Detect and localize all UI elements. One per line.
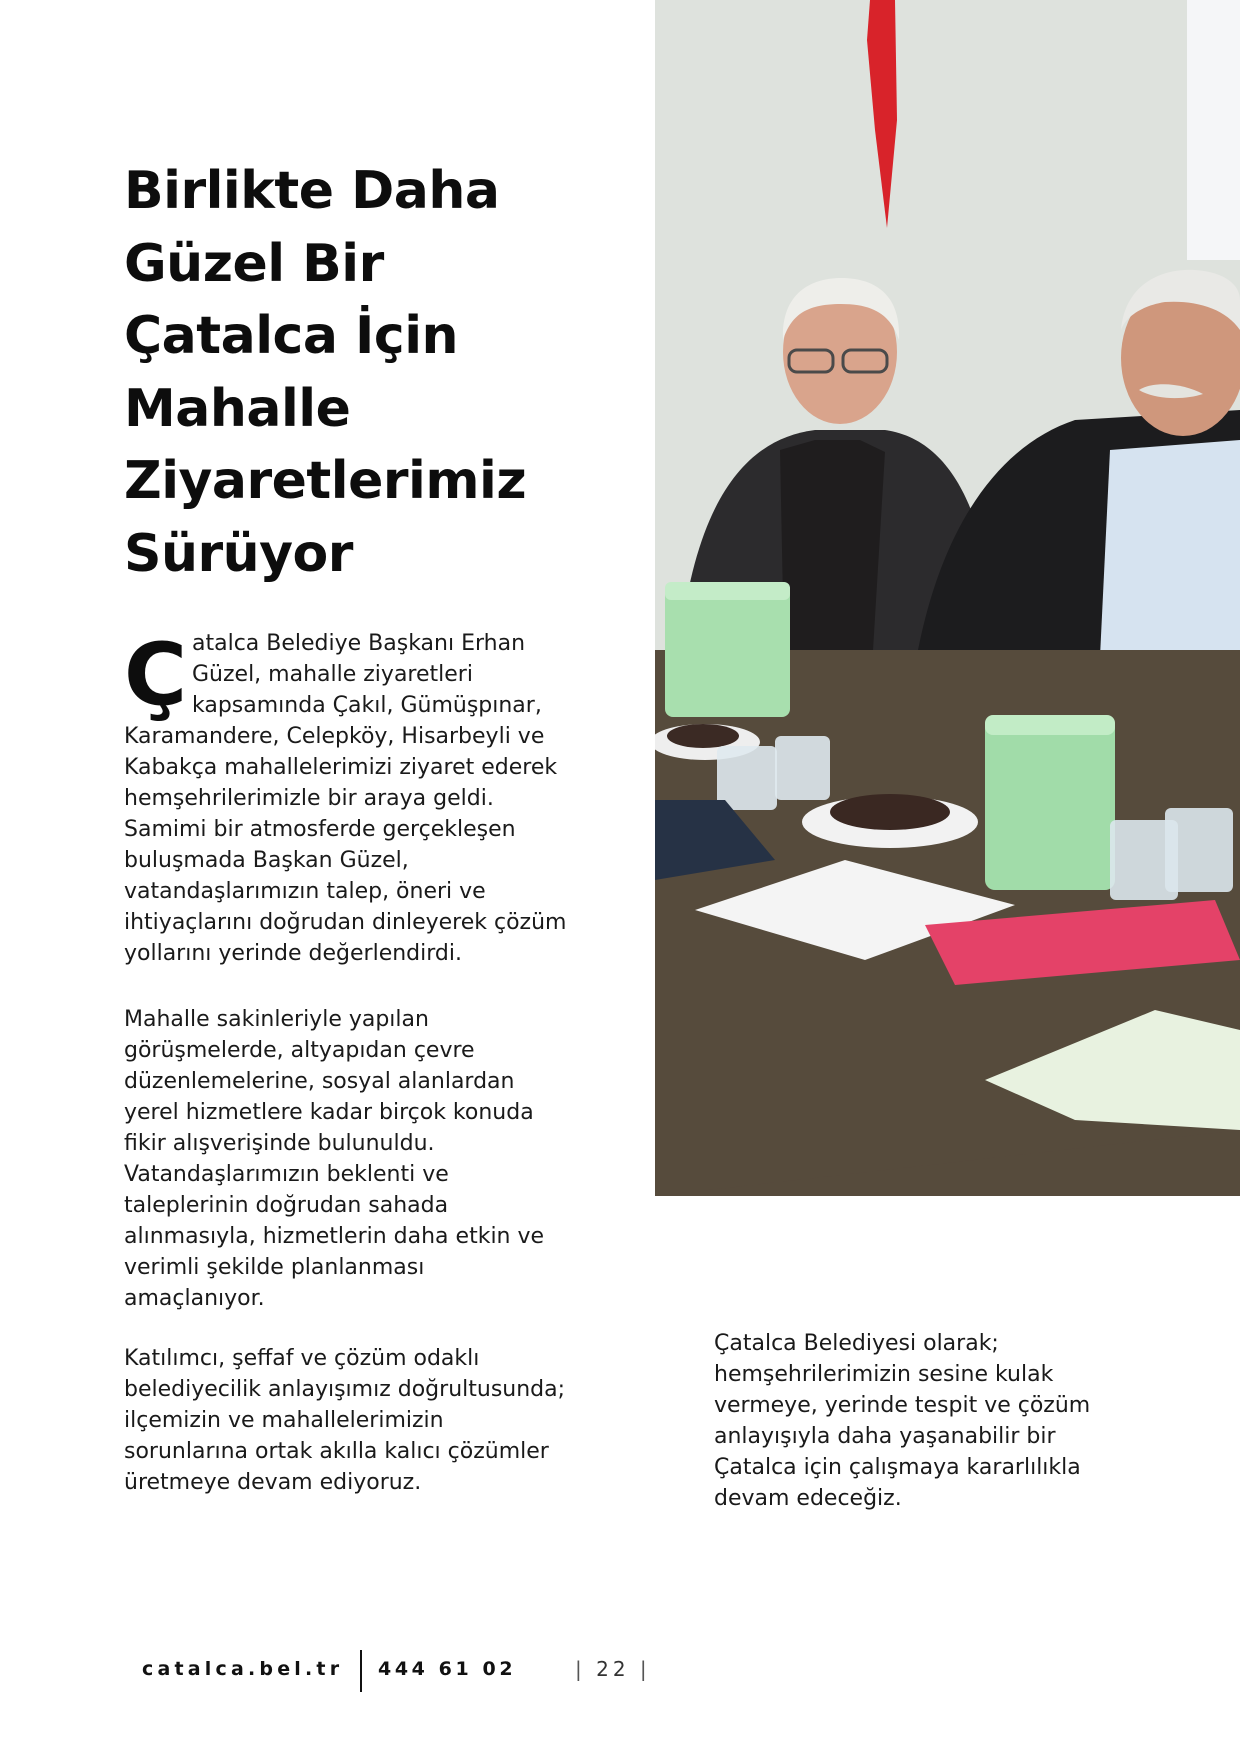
text-line: hemşehrilerimizin sesine kulak	[714, 1362, 1054, 1387]
page-footer	[142, 1650, 702, 1692]
text-line: hemşehrilerimizle bir araya geldi.	[124, 786, 494, 811]
text-line: Çatalca için çalışmaya kararlılıkla	[714, 1455, 1081, 1480]
text-line: alınmasıyla, hizmetlerin daha etkin ve	[124, 1224, 545, 1249]
text-line: ihtiyaçlarını doğrudan dinleyerek çözüm	[124, 910, 567, 935]
paragraph-4	[714, 1328, 1164, 1514]
title-line: Ziyaretlerimiz	[124, 451, 527, 511]
text-line: üretmeye devam ediyoruz.	[124, 1470, 422, 1495]
text-line: Katılımcı, şeffaf ve çözüm odaklı	[124, 1346, 480, 1371]
text-line: Kabakça mahallelerimizi ziyaret ederek	[124, 755, 558, 780]
text-line: anlayışıyla daha yaşanabilir bir	[714, 1424, 1056, 1449]
text-line: vermeye, yerinde tespit ve çözüm	[714, 1393, 1091, 1418]
drop-cap: Ç	[124, 625, 188, 725]
text-line: görüşmelerde, altyapıdan çevre	[124, 1038, 475, 1063]
text-line: devam edeceğiz.	[714, 1486, 902, 1511]
text-line: Karamandere, Celepköy, Hisarbeyli ve	[124, 724, 545, 749]
text-line: atalca Belediye Başkanı Erhan	[192, 631, 526, 656]
text-line: fikir alışverişinde bulunuldu.	[124, 1131, 435, 1156]
page-number: 22	[596, 1657, 630, 1681]
paragraph-2	[124, 1004, 604, 1314]
title-line: Birlikte Daha	[124, 161, 500, 221]
text-line: sorunlarına ortak akılla kalıcı çözümler	[124, 1439, 549, 1464]
text-line: ilçemizin ve mahallelerimizin	[124, 1408, 444, 1433]
text-line: taleplerinin doğrudan sahada	[124, 1193, 449, 1218]
website-link[interactable]: catalca.bel.tr	[142, 1658, 344, 1680]
paragraph-1	[124, 625, 604, 969]
article-title	[124, 155, 624, 590]
text-line: Mahalle sakinleriyle yapılan	[124, 1007, 429, 1032]
text-line: yollarını yerinde değerlendirdi.	[124, 941, 462, 966]
title-line: Mahalle	[124, 378, 351, 439]
text-line: kapsamında Çakıl, Gümüşpınar,	[192, 693, 542, 718]
footer-divider	[360, 1650, 362, 1692]
title-line: Sürüyor	[124, 523, 353, 584]
text-line: yerel hizmetlere kadar birçok konuda	[124, 1100, 534, 1125]
title-line: Çatalca İçin	[124, 306, 459, 366]
text-line: düzenlemelerine, sosyal alanlardan	[124, 1069, 515, 1094]
page-number-box: | 22 |	[575, 1657, 651, 1681]
text-line: buluşmada Başkan Güzel,	[124, 848, 409, 873]
event-photo	[655, 0, 1240, 1196]
text-line: belediyecilik anlayışımız doğrultusunda;	[124, 1377, 566, 1402]
phone-number[interactable]: 444 61 02	[378, 1658, 517, 1680]
text-line: verimli şekilde planlanması	[124, 1255, 425, 1280]
text-line: Samimi bir atmosferde gerçekleşen	[124, 817, 516, 842]
text-line: Güzel, mahalle ziyaretleri	[192, 662, 473, 687]
title-line: Güzel Bir	[124, 233, 384, 294]
text-line: vatandaşlarımızın talep, öneri ve	[124, 879, 486, 904]
text-line: amaçlanıyor.	[124, 1286, 265, 1311]
paragraph-3	[124, 1343, 604, 1498]
text-line: Vatandaşlarımızın beklenti ve	[124, 1162, 449, 1187]
text-line: Çatalca Belediyesi olarak;	[714, 1331, 999, 1356]
